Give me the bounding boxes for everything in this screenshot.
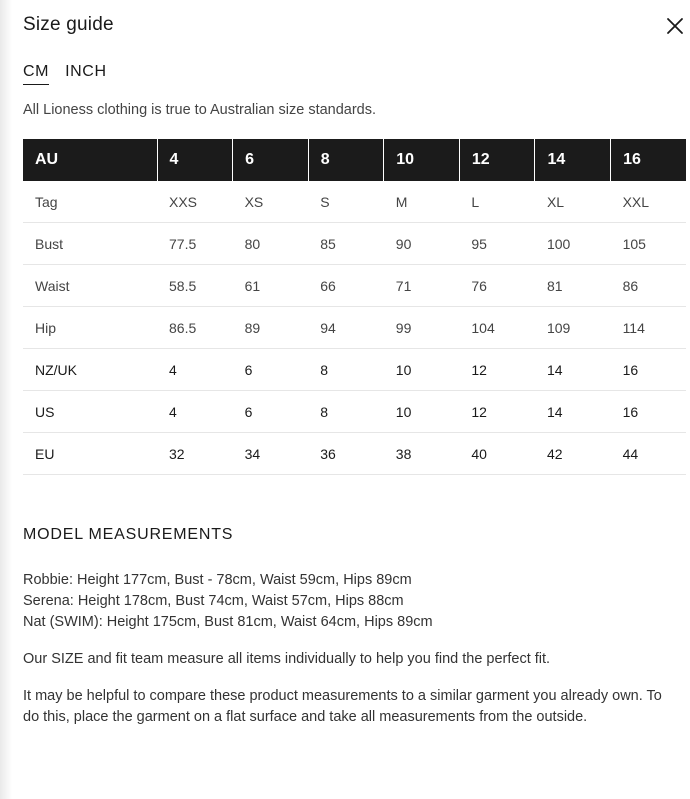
table-cell: XS xyxy=(233,181,309,223)
table-cell: 4 xyxy=(157,349,233,391)
table-cell: Bust xyxy=(23,223,157,265)
table-cell: 36 xyxy=(308,433,384,475)
unit-tabs xyxy=(23,63,107,85)
table-cell: 66 xyxy=(308,265,384,307)
table-cell: Hip xyxy=(23,307,157,349)
table-cell: 42 xyxy=(535,433,611,475)
table-cell: 8 xyxy=(308,349,384,391)
size-table xyxy=(23,139,686,475)
table-cell: 105 xyxy=(611,223,687,265)
model-measurement-line: Serena: Height 178cm, Bust 74cm, Waist 57cm, Hips 88cm xyxy=(23,593,404,609)
compare-garment-note: It may be helpful to compare these product measurements to a similar garment you already own. To do this, place the garment on a flat surface and take all measurements from the outside. xyxy=(23,688,662,725)
table-cell: 10 xyxy=(384,391,460,433)
model-measurements-heading: MODEL MEASUREMENTS xyxy=(23,526,234,543)
table-cell: 104 xyxy=(459,307,535,349)
table-cell: 14 xyxy=(535,391,611,433)
table-cell: 4 xyxy=(157,391,233,433)
close-icon xyxy=(665,16,685,36)
table-cell: 89 xyxy=(233,307,309,349)
page-title: Size guide xyxy=(23,14,114,35)
table-cell: 16 xyxy=(611,391,687,433)
table-cell: 10 xyxy=(384,349,460,391)
fit-team-note: Our SIZE and fit team measure all items individually to help you find the perfect fit. xyxy=(23,651,551,667)
table-cell: 44 xyxy=(611,433,687,475)
table-cell: 77.5 xyxy=(157,223,233,265)
table-cell: 32 xyxy=(157,433,233,475)
table-row xyxy=(23,433,686,475)
table-header-cell: 14 xyxy=(535,139,611,181)
intro-text: All Lioness clothing is true to Australian size standards. xyxy=(23,102,377,118)
table-header-cell: 16 xyxy=(611,139,687,181)
model-measurement-line: Nat (SWIM): Height 175cm, Bust 81cm, Waist 64cm, Hips 89cm xyxy=(23,614,433,630)
table-header-cell: 12 xyxy=(459,139,535,181)
close-button[interactable] xyxy=(665,16,685,36)
table-cell: 34 xyxy=(233,433,309,475)
table-cell: 85 xyxy=(308,223,384,265)
tab-inch[interactable]: INCH xyxy=(65,63,107,80)
table-cell: Waist xyxy=(23,265,157,307)
table-row xyxy=(23,181,686,223)
table-cell: 12 xyxy=(459,349,535,391)
backdrop-shade xyxy=(0,0,12,799)
table-row xyxy=(23,391,686,433)
tab-cm[interactable]: CM xyxy=(23,63,49,85)
table-cell: 86.5 xyxy=(157,307,233,349)
table-cell: 80 xyxy=(233,223,309,265)
table-cell: 71 xyxy=(384,265,460,307)
table-cell: 90 xyxy=(384,223,460,265)
table-cell: 16 xyxy=(611,349,687,391)
table-header-row xyxy=(23,139,686,181)
table-cell: Tag xyxy=(23,181,157,223)
table-cell: 14 xyxy=(535,349,611,391)
table-cell: 86 xyxy=(611,265,687,307)
table-header-cell: AU xyxy=(23,139,157,181)
table-cell: EU xyxy=(23,433,157,475)
table-row xyxy=(23,223,686,265)
table-cell: 6 xyxy=(233,349,309,391)
table-cell: 100 xyxy=(535,223,611,265)
table-cell: XXL xyxy=(611,181,687,223)
table-cell: 109 xyxy=(535,307,611,349)
table-cell: 61 xyxy=(233,265,309,307)
table-cell: 12 xyxy=(459,391,535,433)
table-cell: NZ/UK xyxy=(23,349,157,391)
table-cell: XXS xyxy=(157,181,233,223)
model-measurement-line: Robbie: Height 177cm, Bust - 78cm, Waist 59cm, Hips 89cm xyxy=(23,572,412,588)
model-measurements-list xyxy=(23,570,433,633)
table-cell: 6 xyxy=(233,391,309,433)
table-cell: 8 xyxy=(308,391,384,433)
table-header-cell: 6 xyxy=(233,139,309,181)
table-row xyxy=(23,349,686,391)
table-cell: 38 xyxy=(384,433,460,475)
table-cell: 99 xyxy=(384,307,460,349)
table-cell: 76 xyxy=(459,265,535,307)
table-cell: 95 xyxy=(459,223,535,265)
table-cell: 40 xyxy=(459,433,535,475)
table-header-cell: 4 xyxy=(157,139,233,181)
table-cell: M xyxy=(384,181,460,223)
table-row xyxy=(23,265,686,307)
table-cell: 94 xyxy=(308,307,384,349)
table-cell: 114 xyxy=(611,307,687,349)
table-cell: S xyxy=(308,181,384,223)
table-cell: US xyxy=(23,391,157,433)
table-cell: L xyxy=(459,181,535,223)
table-cell: 58.5 xyxy=(157,265,233,307)
table-header-cell: 10 xyxy=(384,139,460,181)
table-row xyxy=(23,307,686,349)
table-cell: 81 xyxy=(535,265,611,307)
table-header-cell: 8 xyxy=(308,139,384,181)
table-cell: XL xyxy=(535,181,611,223)
